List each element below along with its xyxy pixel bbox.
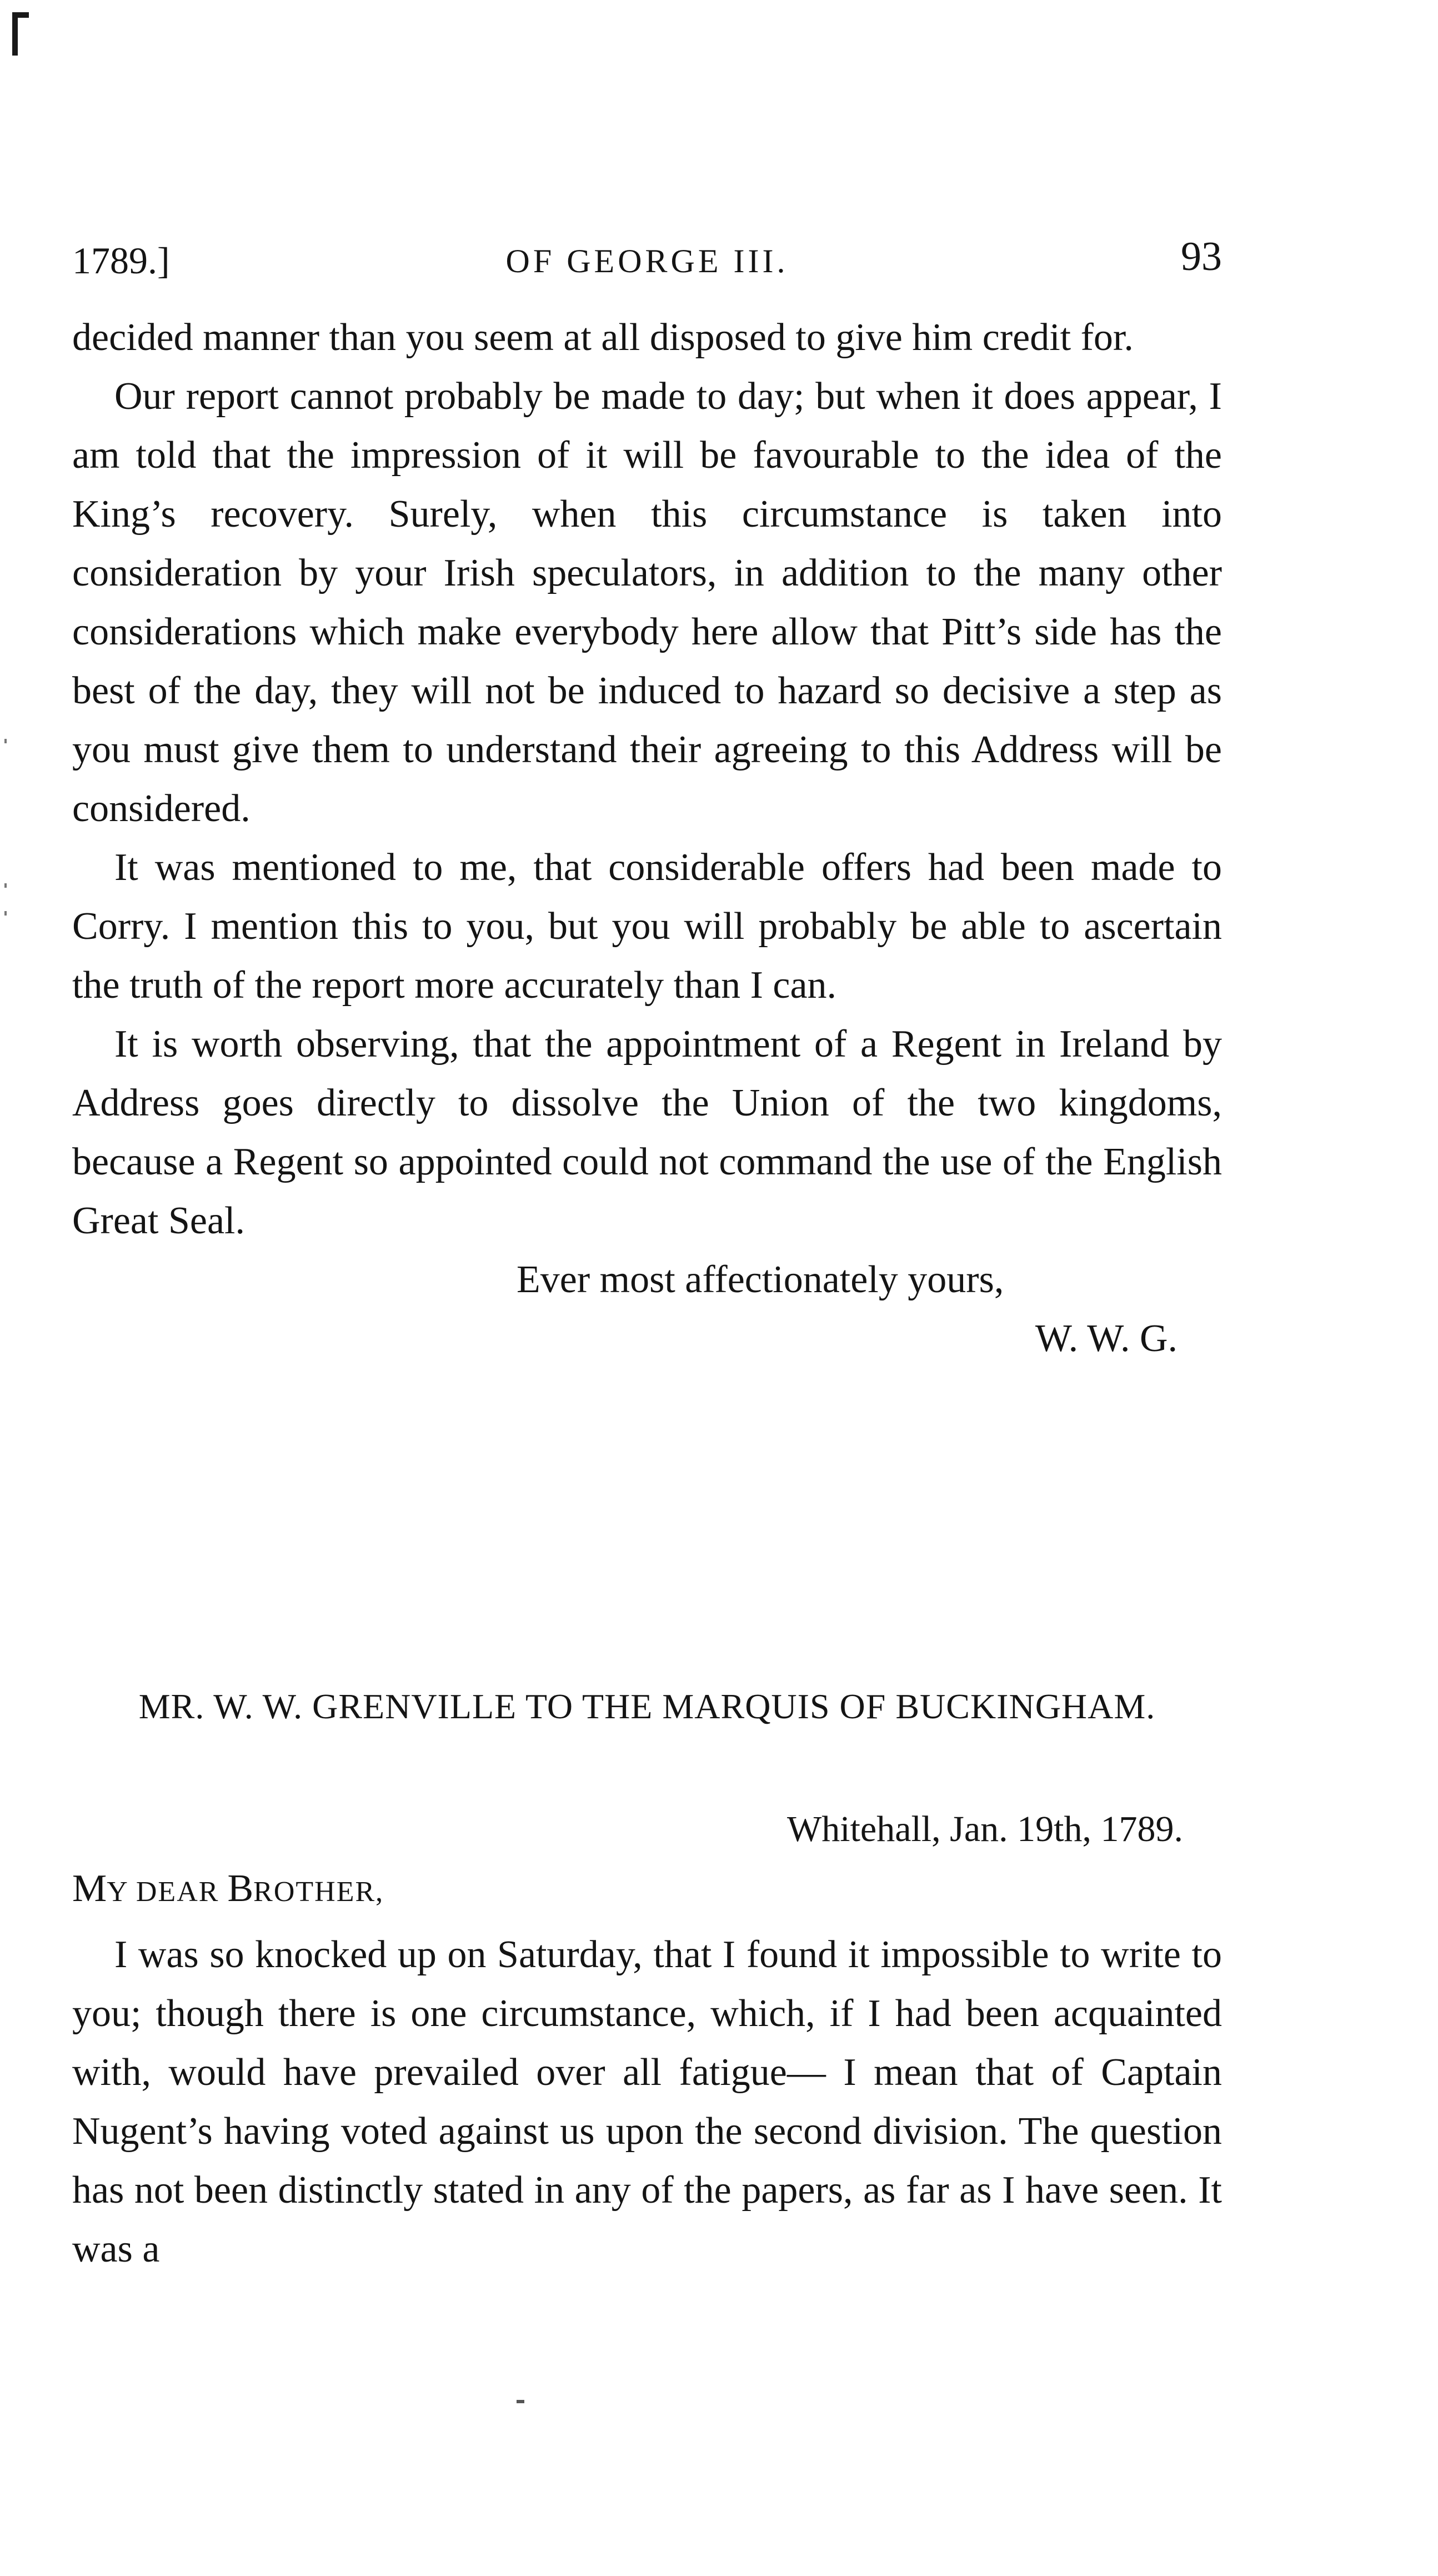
letter-heading: MR. W. W. GRENVILLE TO THE MARQUIS OF BUCKINGHAM. [138,1687,1156,1726]
paragraph-continuation: decided manner than you seem at all disposed to give him credit for. [72,316,1134,359]
running-title: OF GEORGE III. [505,243,789,279]
corner-crop-mark [12,12,18,56]
salutation-smallcaps-1: Y DEAR [107,1876,228,1908]
paragraph-regent: It is worth observing, that the appointment of a Regent in Ireland by Address goes directly to dissolve the Union of the two kingdoms, because a Regent so appointed could not command the use of the English Great Seal. [72,1023,1222,1242]
letter-closing: Ever most affectionately yours, [517,1258,1004,1301]
margin-speck [4,911,7,916]
letter-one-body [72,308,1222,1368]
place-date: Whitehall, Jan. 19th, 1789. [786,1809,1183,1849]
paragraph-report: Our report cannot probably be made to day; but when it does appear, I am told that the impression of it will be favourable to the idea of the King’s recovery. Surely, when this circumstance is taken into consideration by your Irish speculators, in addition to the many other considerations which make everybody here allow that Pitt’s side has the best of the day, they will not be induced to hazard so decisive a step as you must give them to understand their agreeing to this Address will be considered. [72,375,1222,830]
page-number: 93 [1181,234,1222,279]
margin-speck [4,739,7,743]
salutation [72,1867,1222,1911]
page-speck [517,2400,524,2403]
letter-two-body [72,1925,1222,2279]
margin-speck [4,883,7,888]
salutation-smallcaps-2: ROTHER, [253,1876,384,1908]
header-year: 1789.] [72,239,170,282]
paragraph-corry: It was mentioned to me, that considerable offers had been made to Corry. I mention this to you, but you will probably be able to ascertain the truth of the report more accurately than I can. [72,846,1222,1007]
salutation-capital: B [227,1867,254,1910]
page-header [72,233,1222,289]
paragraph-letter-two: I was so knocked up on Saturday, that I found it impossible to write to you; though there is one circumstance, which, if I had been acquainted with, would have prevailed over all fatigue— I mean that of Captain Nugent’s having voted against us upon the second division. The question has not been distinctly stated in any of the papers, as far as I have seen. It was a [72,1933,1222,2270]
letter-signature: W. W. G. [1035,1317,1178,1360]
salutation-initial: M [72,1867,107,1910]
